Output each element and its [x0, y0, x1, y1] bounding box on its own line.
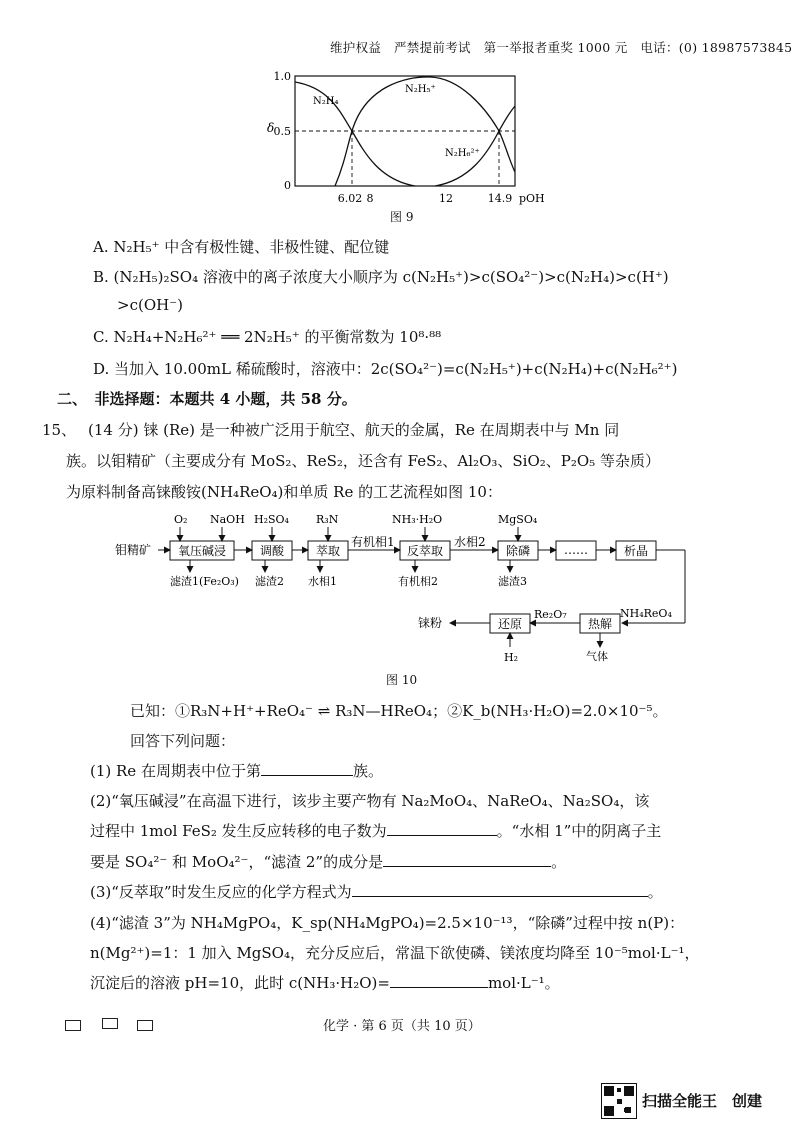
- input-h2: H₂: [504, 651, 519, 664]
- label-n2h5: N₂H₅⁺: [405, 84, 436, 95]
- option-b-line1: B. (N₂H₅)₂SO₄ 溶液中的离子浓度大小顺序为 c(N₂H₅⁺)>c(SO₄²⁻)>c(N₂H₄)>c(H⁺): [93, 268, 669, 286]
- x-tick-12: 12: [439, 192, 453, 205]
- q15-part2-end: 。: [551, 853, 567, 871]
- footer-box-1: [65, 1020, 81, 1031]
- step-oxygen-leach: 氧压碱浸: [177, 544, 227, 558]
- figure-9-chart: [255, 62, 565, 222]
- q15-part4-text: 沉淀后的溶液 pH=10，此时 c(NH₃·H₂O)=: [90, 974, 390, 992]
- q15-part2-text2: 要是 SO₄²⁻ 和 MoO₄²⁻，“滤渣 2”的成分是: [90, 853, 384, 871]
- q15-part3-end: 。: [647, 883, 663, 901]
- output-re-powder: 铼粉: [418, 616, 443, 630]
- page-footer: 化学 · 第 6 页（共 10 页）: [323, 1019, 481, 1034]
- step-extract: 萃取: [315, 544, 341, 558]
- y-tick-0: 0: [284, 179, 291, 192]
- watermark-text: 扫描全能王 创建: [642, 1092, 763, 1110]
- q15-part2-mid: 。“水相 1”中的阴离子主: [496, 822, 662, 840]
- curve-n2h6: [435, 106, 515, 186]
- y-axis-label: δ: [267, 121, 275, 135]
- answer-blank-5[interactable]: [390, 973, 488, 988]
- q15-intro-line3: 为原料制备高铼酸铵(NH₄ReO₄)和单质 Re 的工艺流程如图 10：: [66, 483, 502, 501]
- output-organic-2: 有机相2: [398, 575, 438, 588]
- answer-prompt: 回答下列问题：: [130, 732, 236, 750]
- answer-blank-2[interactable]: [387, 821, 497, 836]
- feed-label: 钼精矿: [115, 543, 152, 557]
- x-tick-14-9: 14.9: [487, 192, 513, 205]
- x-tick-8: 8: [366, 192, 374, 205]
- q15-part1: [90, 760, 383, 781]
- label-n2h4: N₂H₄: [313, 96, 339, 107]
- q15-part4-line3: [90, 972, 560, 993]
- y-tick-0-5: 0.5: [273, 125, 291, 138]
- x-tick-6-02: 6.02: [337, 192, 363, 205]
- q15-part4-end: mol·L⁻¹。: [487, 974, 560, 992]
- input-h2so4: H₂SO₄: [254, 513, 289, 526]
- output-gas: 气体: [586, 650, 608, 663]
- q15-part2-line2: [90, 820, 661, 841]
- q15-intro-line2: 族。以钼精矿（主要成分有 MoS₂、ReS₂，还含有 FeS₂、Al₂O₃、SiO₂、P₂O₅ 等杂质）: [66, 452, 660, 470]
- q15-part3-text: (3)“反萃取”时发生反应的化学方程式为: [90, 883, 352, 901]
- answer-blank-3[interactable]: [383, 852, 551, 867]
- q15-part4-line2: n(Mg²⁺)=1：1 加入 MgSO₄，充分反应后，常温下欲使磷、镁浓度均降至 10⁻⁵mol·L⁻¹，: [90, 944, 700, 962]
- stream-organic-1: 有机相1: [351, 535, 395, 549]
- known-conditions: 已知：①R₃N+H⁺+ReO₄⁻ ⇌ R₃N—HReO₄；②K_b(NH₃·H₂O)=2.0×10⁻⁵。: [130, 702, 668, 720]
- figure-10-caption: 图 10: [386, 673, 418, 687]
- label-n2h6: N₂H₆²⁺: [445, 148, 480, 159]
- q15-intro-line1: (14 分) 铼 (Re) 是一种被广泛用于航空、航天的金属，Re 在周期表中与 Mn 同: [88, 421, 620, 439]
- output-residue-3: 滤渣3: [498, 575, 527, 588]
- option-c: C. N₂H₄+N₂H₆²⁺ ══ 2N₂H₅⁺ 的平衡常数为 10⁸·⁸⁸: [93, 328, 442, 346]
- input-o2: O₂: [174, 513, 188, 526]
- q15-part2-line3: [90, 851, 566, 872]
- answer-blank-1[interactable]: [261, 761, 353, 776]
- question-number: 15、: [42, 421, 77, 439]
- footer-box-2: [102, 1018, 118, 1029]
- output-aqueous-1: 水相1: [308, 575, 337, 588]
- output-residue-1: 滤渣1(Fe₂O₃): [170, 575, 239, 588]
- figure-10-flowchart: [110, 505, 710, 665]
- option-a: A. N₂H₅⁺ 中含有极性键、非极性键、配位键: [93, 238, 390, 256]
- stream-re2o7: Re₂O₇: [534, 608, 567, 621]
- q15-part4-line1: (4)“滤渣 3”为 NH₄MgPO₄，K_sp(NH₄MgPO₄)=2.5×10⁻¹³，“除磷”过程中按 n(P)：: [90, 914, 685, 932]
- q15-part2-text: 过程中 1mol FeS₂ 发生反应转移的电子数为: [90, 822, 387, 840]
- stream-nh4reo4: NH₄ReO₄: [620, 607, 672, 620]
- section-2-heading: 二、 非选择题：本题共 4 小题，共 58 分。: [57, 390, 357, 408]
- input-mgso4: MgSO₄: [498, 513, 538, 526]
- qr-code-icon: [601, 1083, 637, 1119]
- footer-box-3: [137, 1020, 153, 1031]
- option-b-line2: >c(OH⁻): [117, 296, 183, 314]
- stream-aqueous-2: 水相2: [454, 535, 486, 549]
- figure-9-caption: 图 9: [390, 210, 414, 224]
- step-acidify: 调酸: [259, 544, 285, 558]
- output-residue-2: 滤渣2: [255, 575, 284, 588]
- step-pyrolysis: 热解: [587, 617, 613, 631]
- option-d: D. 当加入 10.00mL 稀硫酸时，溶液中：2c(SO₄²⁻)=c(N₂H₅⁺)+c(N₂H₄)+c(N₂H₆²⁺): [93, 360, 678, 378]
- x-axis-label: pOH: [519, 192, 545, 205]
- y-tick-1: 1.0: [273, 70, 291, 83]
- q15-part3: [90, 881, 663, 902]
- step-ellipsis: ……: [564, 543, 588, 557]
- q15-part1-end: 族。: [352, 762, 383, 780]
- step-crystallize: 析晶: [623, 544, 649, 558]
- answer-blank-4[interactable]: [352, 882, 648, 897]
- step-dephos: 除磷: [505, 544, 531, 558]
- page-header: 维护权益 严禁提前考试 第一举报者重奖 1000 元 电话：(0) 18987573845: [330, 40, 793, 55]
- step-reduce: 还原: [497, 617, 523, 631]
- q15-part2-line1: (2)“氧压碱浸”在高温下进行，该步主要产物有 Na₂MoO₄、NaReO₄、Na₂SO₄，该: [90, 792, 650, 810]
- input-naoh: NaOH: [210, 513, 245, 526]
- q15-part1-text: (1) Re 在周期表中位于第: [90, 762, 261, 780]
- input-ammonia: NH₃·H₂O: [392, 513, 443, 526]
- input-r3n: R₃N: [316, 513, 339, 526]
- step-back-extract: 反萃取: [406, 544, 444, 558]
